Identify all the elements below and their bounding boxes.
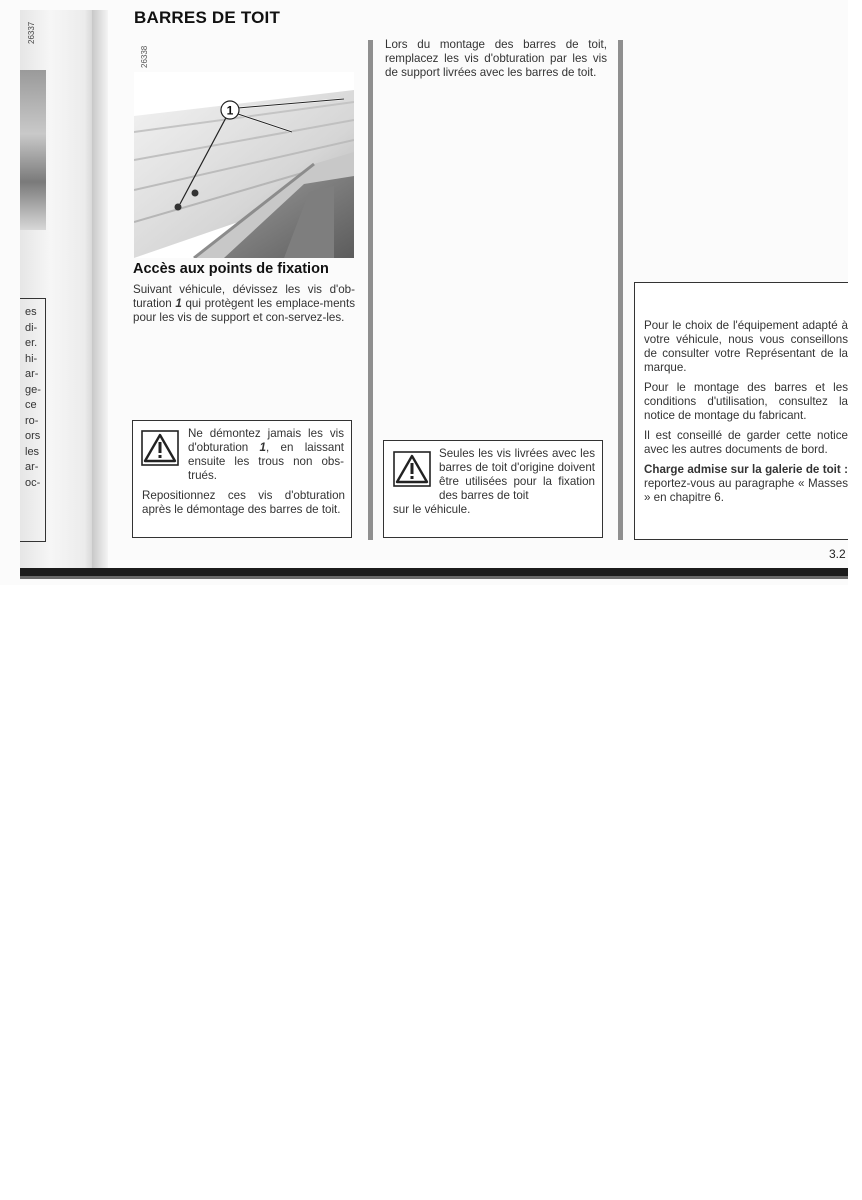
warning1-text: Ne démontez jamais les vis d'obturation 1, en laissant ensuite les trous non obs-trués. — [188, 427, 344, 482]
left-fragment-line: es — [25, 306, 37, 318]
left-fragment-line: hi- — [25, 352, 38, 365]
roof-photo — [134, 72, 354, 258]
info-paragraph-3: Il est conseillé de garder cette notice avec les autres documents de bord. — [644, 429, 848, 456]
column-bar-middle — [368, 40, 373, 540]
left-page-text-fragments — [20, 298, 46, 542]
warning-triangle-icon — [141, 430, 179, 466]
section-heading: Accès aux points de fixation — [133, 261, 329, 277]
page-title: BARRES DE TOIT — [134, 8, 281, 27]
callout-1: 1 — [226, 103, 234, 118]
left-fragment-line: oc- — [25, 476, 41, 489]
info-paragraph-2: Pour le montage des barres et les conditions d'utilisation, consultez la notice de montage du fabricant. — [644, 381, 848, 422]
left-fragment-line: ro- — [25, 414, 39, 427]
left-fragment-line: ar- — [25, 461, 39, 473]
right-margin — [848, 0, 862, 585]
warning-box-2 — [383, 440, 603, 538]
left-fragment-line: ge- — [25, 383, 41, 396]
section-paragraph: Suivant véhicule, dévissez les vis d'ob-turation 1 qui protègent les emplace-ments pour les vis de support et con-servez-les. — [133, 283, 355, 324]
left-fragment-line: ors — [25, 430, 41, 442]
book-gutter — [92, 10, 108, 570]
page-number: 3.2 — [829, 547, 846, 561]
warning-triangle-icon — [393, 451, 431, 487]
page-bottom-edge — [20, 568, 848, 576]
left-fragment-line: les — [25, 445, 40, 458]
left-page-photo — [20, 70, 46, 230]
warning1-text-2: Repositionnez ces vis d'obturation après le démontage des barres de toit. — [142, 489, 345, 516]
left-fragment-line: di- — [25, 321, 38, 334]
left-photo-code: 26337 — [27, 21, 36, 44]
middle-paragraph: Lors du montage des barres de toit, remplacez les vis d'obturation par les vis de support livrées avec les barres de toit. — [385, 38, 607, 79]
warning-box-1 — [132, 420, 352, 538]
figure-code: 26338 — [140, 45, 149, 68]
warning2-text: Seules les vis livrées avec les barres de toit d'origine doivent être utilisées pour la fixation des barres de toit — [439, 447, 595, 502]
info-paragraph-4: Charge admise sur la galerie de toit : reportez-vous au paragraphe « Masses » en chapitre 6. — [644, 463, 848, 504]
left-fragment-line: ce — [25, 399, 37, 411]
info-paragraph-1: Pour le choix de l'équipement adapté à votre véhicule, nous vous conseillons de consulter votre Représentant de la marque. — [644, 319, 848, 374]
page-bottom-shadow — [20, 576, 848, 579]
left-fragment-line: er. — [25, 337, 38, 349]
info-box — [634, 282, 848, 540]
column-bar-right — [618, 40, 623, 540]
warning2-text-2: sur le véhicule. — [393, 503, 471, 516]
left-fragment-line: ar- — [25, 368, 39, 380]
